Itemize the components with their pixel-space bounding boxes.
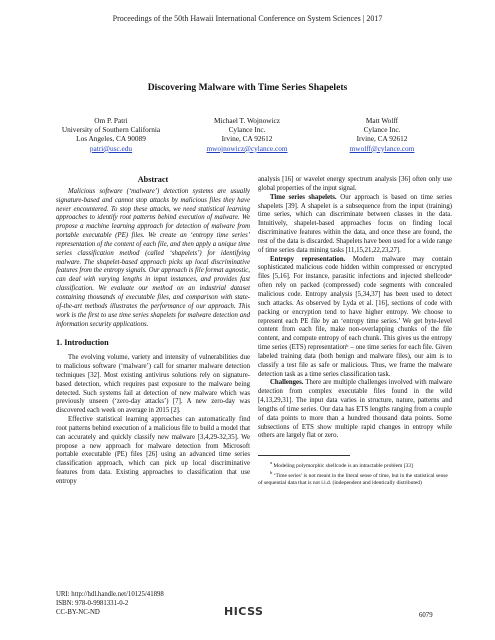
right-column xyxy=(258,176,452,486)
author-block-3 xyxy=(307,116,457,153)
author-block-1 xyxy=(36,116,186,153)
author-name: Om P. Patri xyxy=(94,116,128,125)
author-location: Los Angeles, CA 90089 xyxy=(76,134,146,144)
paragraph-challenges xyxy=(258,379,452,441)
intro-paragraph-2: Effective statistical learning approaches can automatically find root patterns behind execution of a malicious file to build a model that can accurately and quickly classify new malware [3,4,29-32,35]. We propose a new approach for malware detection from Microsoft portable executable (PE) files [26] using an advanced time series classification approach, which can pick up local discriminative features from data. Existing approaches to classification that use entropy xyxy=(56,416,250,485)
paragraph-lead-challenges: Challenges. xyxy=(270,379,304,387)
author-email-link[interactable]: patri@usc.edu xyxy=(89,143,133,153)
author-location: Irvine, CA 92612 xyxy=(221,134,273,144)
paragraph-body-challenges: There are multiple challenges involved with malware detection from complex executable files found in the wild [4,13,29,31]. The input data varies in structure, nature, patterns and lengths of time series. Our data has ETS lengths ranging from a couple of data points to more than a hundred thousand data points. Some subsections of ETS show multiple rapid changes in entropy while others are largely flat or zero. xyxy=(258,379,452,440)
abstract-text: Malicious software (‘malware’) detection systems are usually signature-based and cannot stop attacks by malicious files they have never encountered. To stop these attacks, we need statistical learning approaches to identify root patterns behind execution of malware. We propose a machine learning approach for detection of malware from portable executable (PE) files. We create an ‘entropy time series’ representation of the content of each file, and then apply a unique time series classification method (called ‘shapelets’) for identifying malware. The shapelet-based approach picks up local discriminative features from the entropy signals. Our approach is file format agnostic, can deal with varying lengths in input instances, and provides fast classification. We evaluate our method on an industrial dataset containing thousands of executable files, and comparison with state-of-the-art methods illustrates the performance of our approach. This work is the first to use time series shapelets for malware detection and information security applications. xyxy=(56,187,250,328)
paragraph-lead-entropy: Entropy representation. xyxy=(270,255,346,263)
abstract-heading: Abstract xyxy=(137,175,169,184)
footer-uri: URI: http://hdl.handle.net/10125/41898 xyxy=(56,591,164,598)
footnote-b-text: ‘Time series’ is not meant in the literal sense of time, but in the statistical sense of sequential data that is not i.i.d. (independent and identically distributed) xyxy=(258,472,448,486)
left-column xyxy=(56,176,250,487)
author-block-2 xyxy=(172,116,322,153)
author-affiliation: Cylance Inc. xyxy=(363,125,401,135)
footnote-b-mark: b xyxy=(270,469,273,475)
author-affiliation: University of Southern California xyxy=(61,125,161,135)
paper-title: Discovering Malware with Time Series Shapelets xyxy=(147,82,348,93)
paragraph-shapelets xyxy=(258,194,452,256)
conference-header: Proceedings of the 50th Hawaii International Conference on System Sciences | 2017 xyxy=(112,14,383,23)
body-paragraph-continued: analysis [16] or wavelet energy spectrum analysis [36] often only use global properties of the input signal. xyxy=(258,176,452,192)
footer-isbn: ISBN: 978-0-9981331-0-2 xyxy=(56,600,129,607)
hicss-logo: HICSS xyxy=(224,605,264,618)
footer-info xyxy=(56,590,164,617)
author-email-link[interactable]: mwolff@cylance.com xyxy=(349,143,415,153)
intro-paragraph-1: The evolving volume, variety and intensity of vulnerabilities due to malicious software (‘malware’) call for smarter malware detection techniques [32]. Most existing antivirus solutions rely on signature-based detection, which requires past exposure to the malware being detected. Such systems fail at detection of new malware which was previously unseen (‘zero-day attacks’) [7]. A new zero-day was discovered each week on average in 2015 [2]. xyxy=(56,354,250,415)
author-affiliation: Cylance Inc. xyxy=(228,125,266,135)
footnote-a-text: Modeling polymorphic shellcode is an intractable problem [33] xyxy=(272,463,413,470)
footnote-a xyxy=(258,460,452,470)
paragraph-body-entropy: Modern malware may contain sophisticated malicious code hidden within compressed or encrypted files [5,16]. For instance, parasitic infections and injected shellcodeᵃ often rely on packed (compressed) code segments with concealed malicious code. Entropy analysis [5,34,37] has been used to detect such attacks. As observed by Lyda et al. [16], sections of code with packing or encryption tend to have higher entropy. We choose to represent each PE file by an ‘entropy time series.’ We get byte-level content from each file, make non-overlapping chunks of the file content, and compute entropy of each chunk. This gives us the entropy time series (ETS) representationᵇ – one time series for each file. Given labeled training data (both benign and malware files), our aim is to classify a test file as safe or malicious. Thus, we frame the malware detection task as a time series classification task. xyxy=(258,255,453,378)
author-name: Matt Wolff xyxy=(365,116,399,125)
paragraph-lead-shapelets: Time series shapelets. xyxy=(270,193,337,201)
page-number: 6079 xyxy=(419,612,433,619)
author-location: Irvine, CA 92612 xyxy=(356,134,408,144)
footnote-a-mark: a xyxy=(270,460,273,466)
paragraph-body-shapelets: Our approach is based on time series shapelets [39]. A shapelet is a subsequence from the input (training) time series, which can discriminate between classes in the data. Intuitively, shapelet-based approaches focus on finding local discriminative features within the data, and once these are found, the rest of the data is discarded. Shapelets have been used for a wide range of time series data mining tasks [11,15,21,22,23,27]. xyxy=(258,193,452,254)
section-heading-introduction: 1. Introduction xyxy=(56,338,109,348)
footnote-b xyxy=(258,470,452,486)
footnote-divider xyxy=(258,455,350,456)
author-name: Michael T. Wojnowicz xyxy=(213,116,281,125)
footer-license: CC-BY-NC-ND xyxy=(56,609,100,616)
paragraph-entropy xyxy=(258,256,452,380)
author-email-link[interactable]: mwojnowicz@cylance.com xyxy=(206,143,288,153)
